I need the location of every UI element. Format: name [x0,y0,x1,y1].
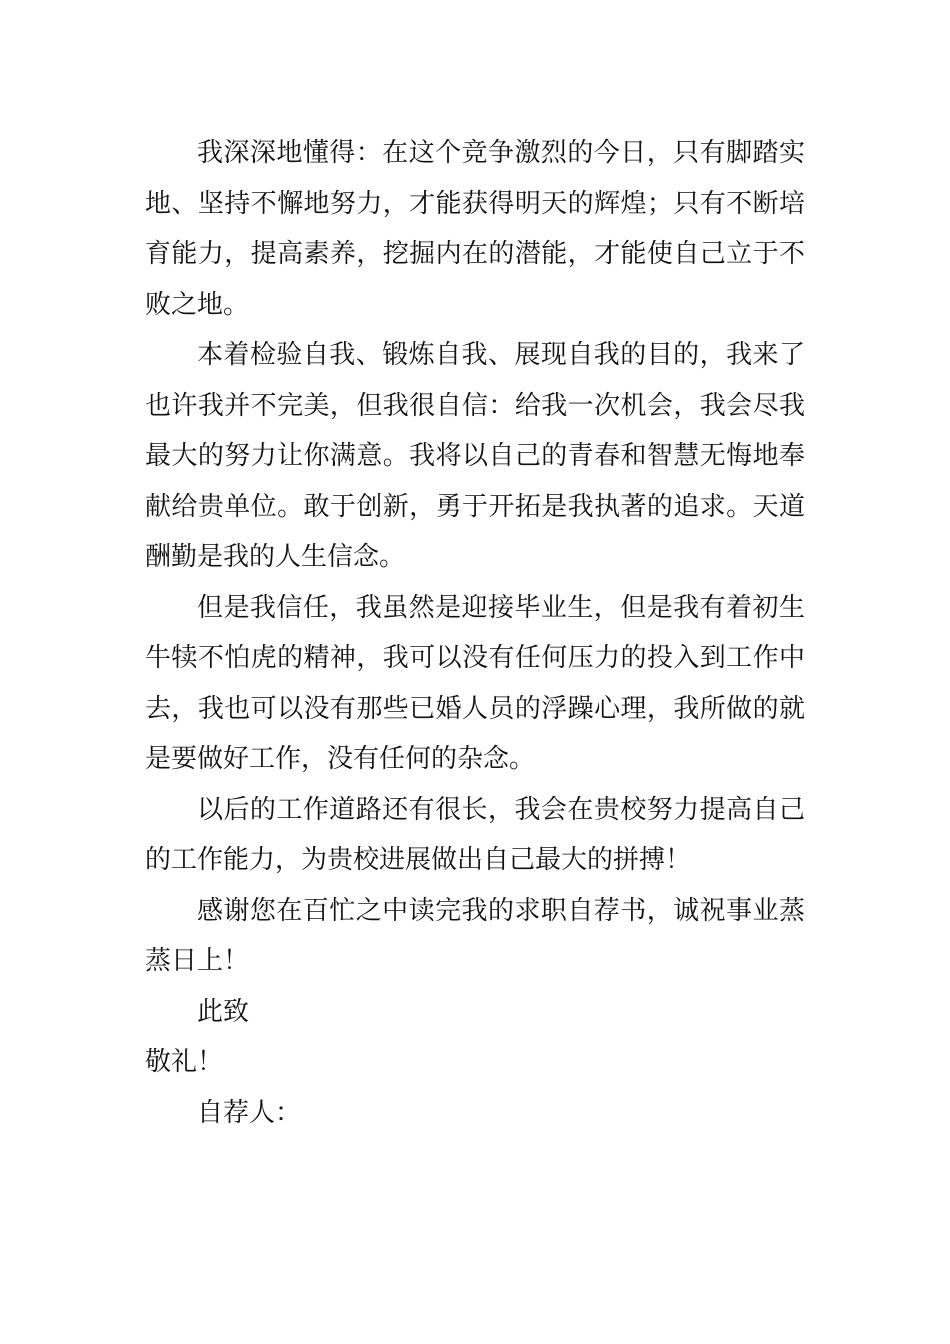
signature-label: 自荐人： [197,1097,302,1128]
closing-line: 此致 [197,996,250,1027]
paragraph-5: 感谢您在百忙之中读完我的求职自荐书，诚祝事业蒸蒸日上！ [145,895,805,976]
salutation-line: 敬礼！ [145,1047,224,1077]
paragraph-2: 本着检验自我、锻炼自我、展现自我的目的，我来了也许我并不完美，但我很自信：给我一次机会，我会尽我最大的努力让你满意。我将以自己的青春和智慧无悔地奉献给贵单位。敢于创新，勇于开拓是我执著的追求。天道酬勤是我的人生信念。 [145,340,805,572]
letter-body [145,128,805,1138]
paragraph-3: 但是我信任，我虽然是迎接毕业生，但是我有着初生牛犊不怕虎的精神，我可以没有任何压力的投入到工作中去，我也可以没有那些已婚人员的浮躁心理，我所做的就是要做好工作，没有任何的杂念。 [145,592,805,774]
paragraph-4: 以后的工作道路还有很长，我会在贵校努力提高自己的工作能力，为贵校进展做出自己最大的拼搏！ [145,794,805,875]
paragraph-1: 我深深地懂得：在这个竞争激烈的今日，只有脚踏实地、坚持不懈地努力，才能获得明天的辉煌；只有不断培育能力，提高素养，挖掘内在的潜能，才能使自己立于不败之地。 [145,138,805,320]
